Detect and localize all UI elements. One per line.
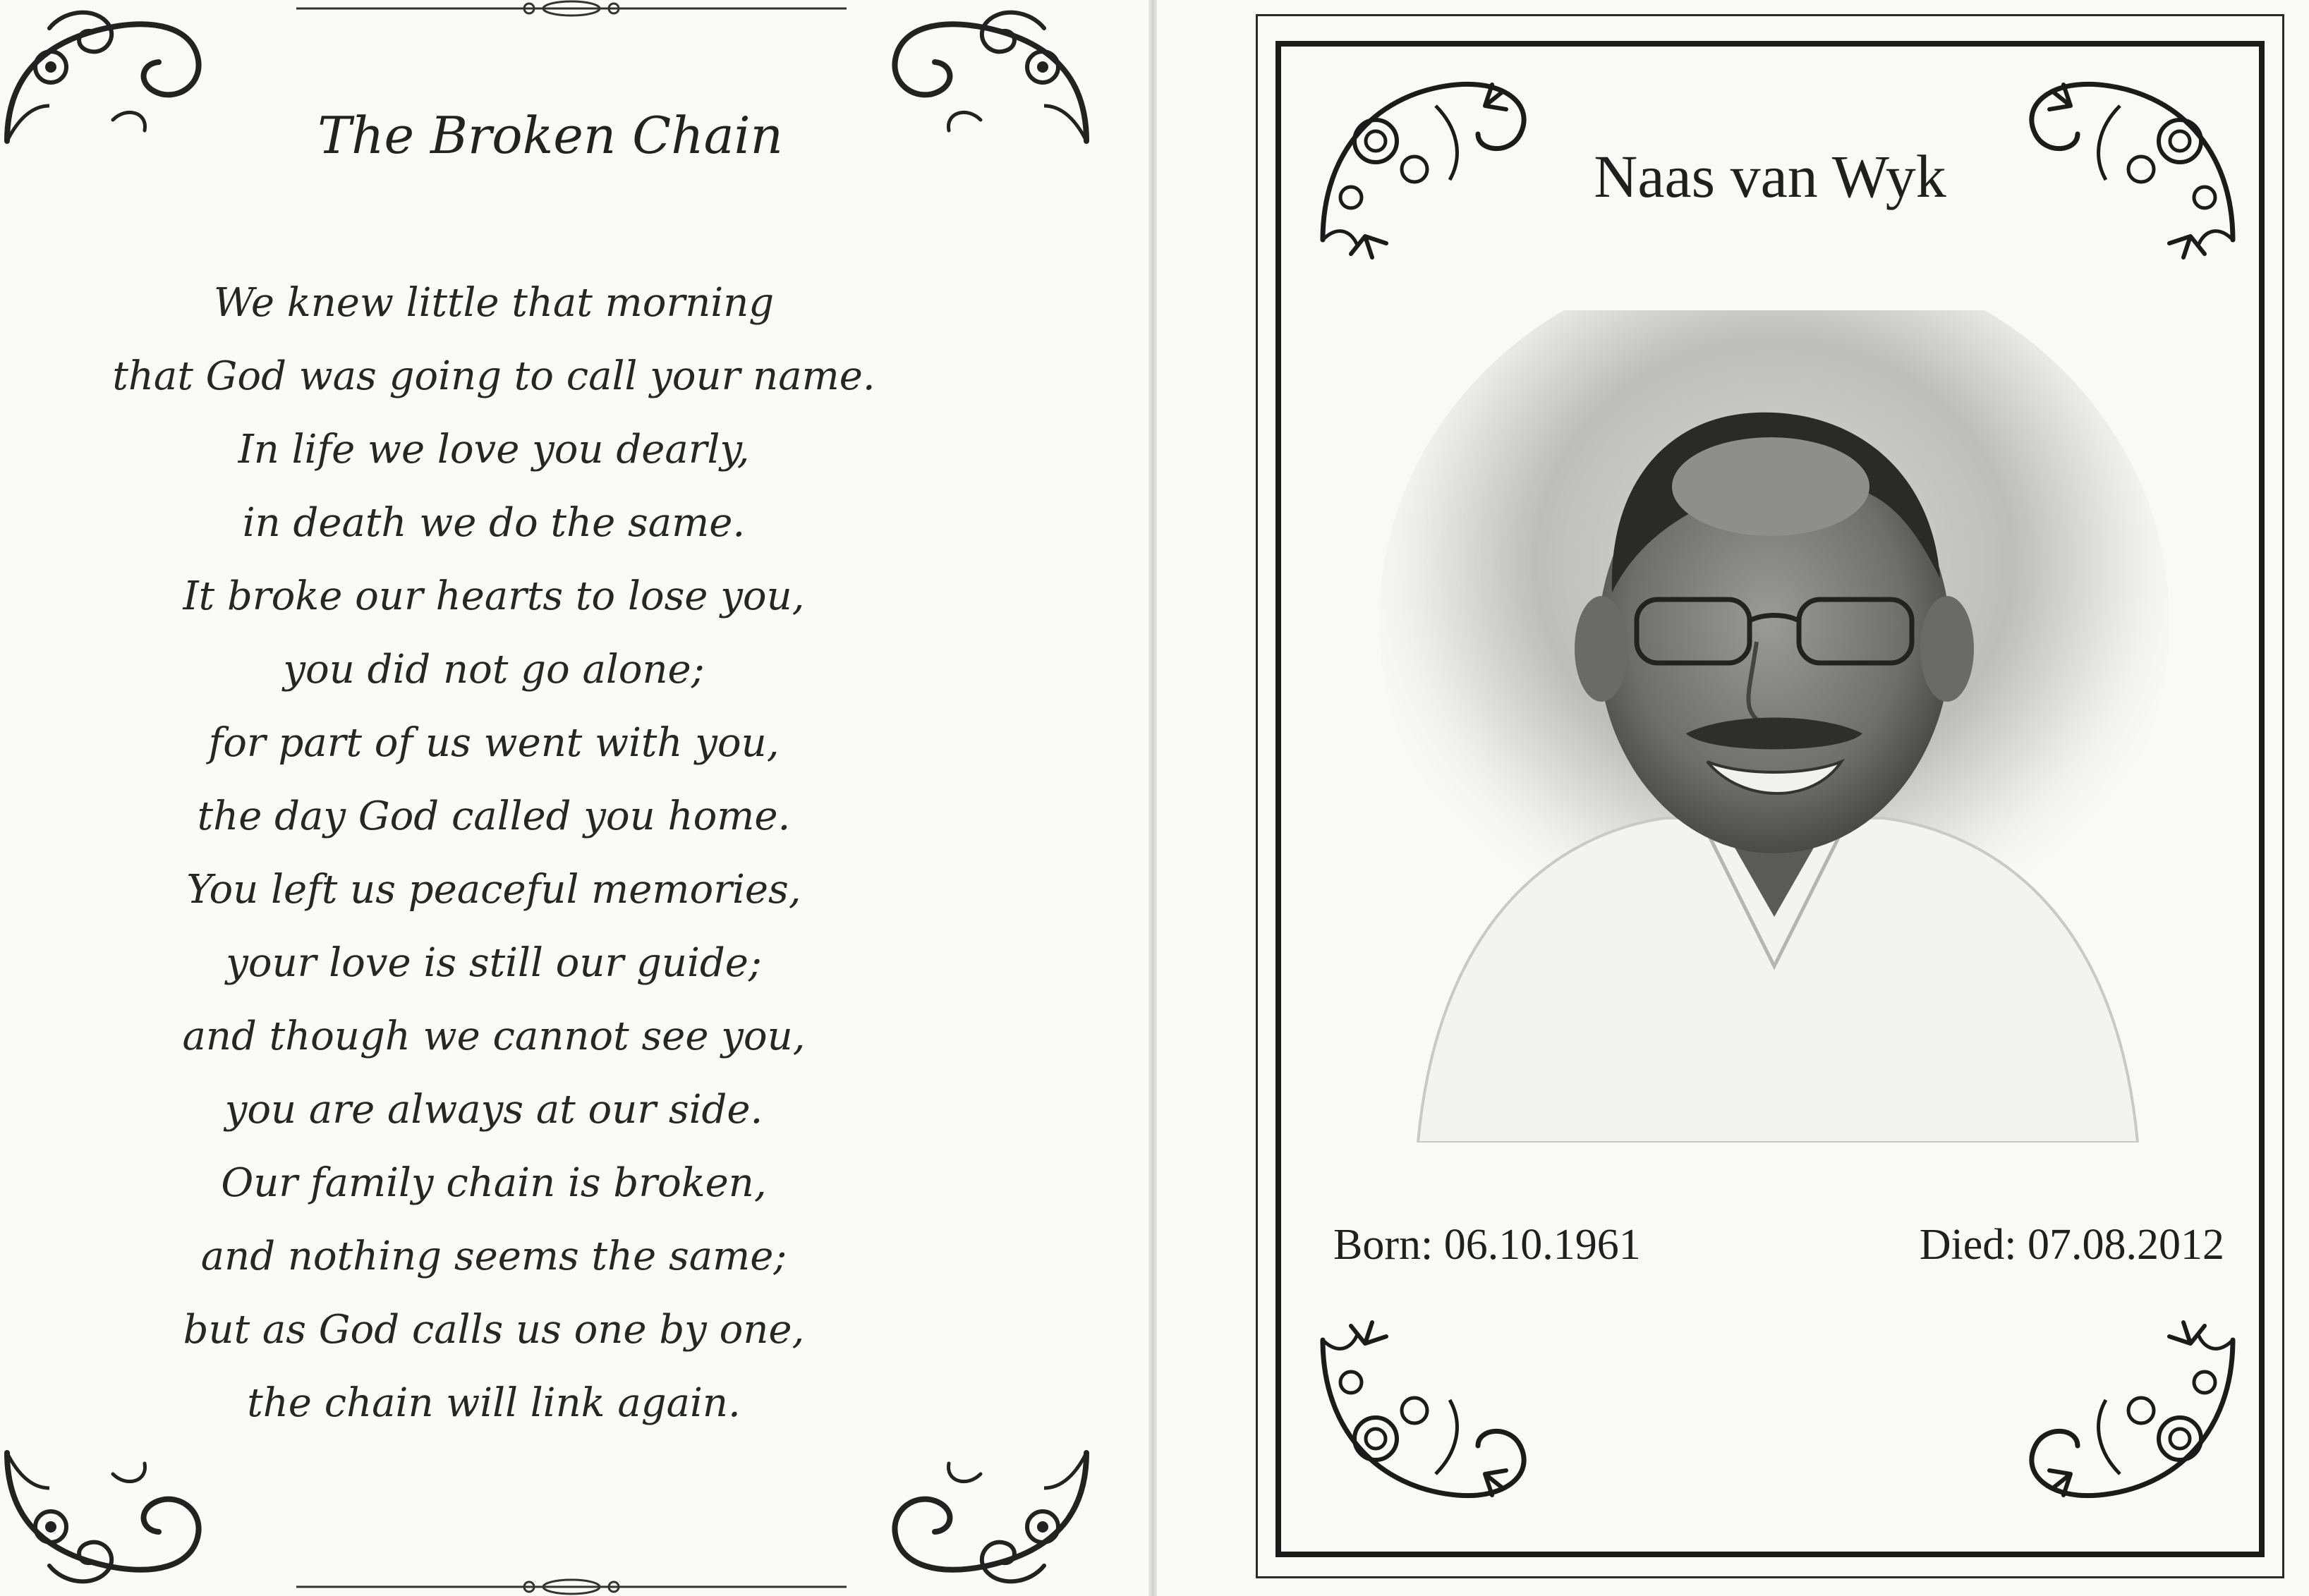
poem-line: the chain will link again. (247, 1380, 741, 1426)
poem-line: in death we do the same. (242, 500, 746, 546)
poem-line: It broke our hearts to lose you, (183, 573, 805, 619)
poem-line: you are always at our side. (224, 1087, 763, 1133)
corner-ornament-icon (0, 1425, 212, 1594)
poem-line: but as God calls us one by one, (183, 1307, 805, 1353)
poem-verse (0, 267, 988, 1440)
died-date: Died: 07.08.2012 (1919, 1221, 2224, 1269)
corner-ornament-icon (882, 1425, 1093, 1594)
right-page (1157, 0, 2309, 1596)
poem-title: The Broken Chain (317, 106, 783, 165)
portrait-photo (1333, 310, 2215, 1143)
corner-ornament-icon (1309, 1305, 1534, 1516)
poem-line: and though we cannot see you, (182, 1013, 806, 1059)
corner-ornament-icon (2021, 1305, 2247, 1516)
bottom-divider-icon (296, 1573, 847, 1596)
poem-line: In life we love you dearly, (238, 427, 750, 473)
poem-line: You left us peaceful memories, (186, 867, 801, 913)
poem-line: Our family chain is broken, (221, 1160, 767, 1206)
poem-line: that God was going to call your name. (112, 353, 875, 399)
left-page (0, 0, 1150, 1596)
poem-line: the day God called you home. (197, 793, 791, 839)
top-divider-icon (296, 0, 847, 28)
poem-line: for part of us went with you, (208, 720, 780, 766)
deceased-name: Naas van Wyk (1594, 142, 1946, 210)
poem-line: We knew little that morning (213, 280, 775, 326)
poem-line: your love is still our guide; (226, 940, 762, 986)
poem-line: and nothing seems the same; (200, 1233, 787, 1279)
born-date: Born: 06.10.1961 (1333, 1221, 1641, 1269)
poem-line: you did not go alone; (283, 647, 705, 693)
